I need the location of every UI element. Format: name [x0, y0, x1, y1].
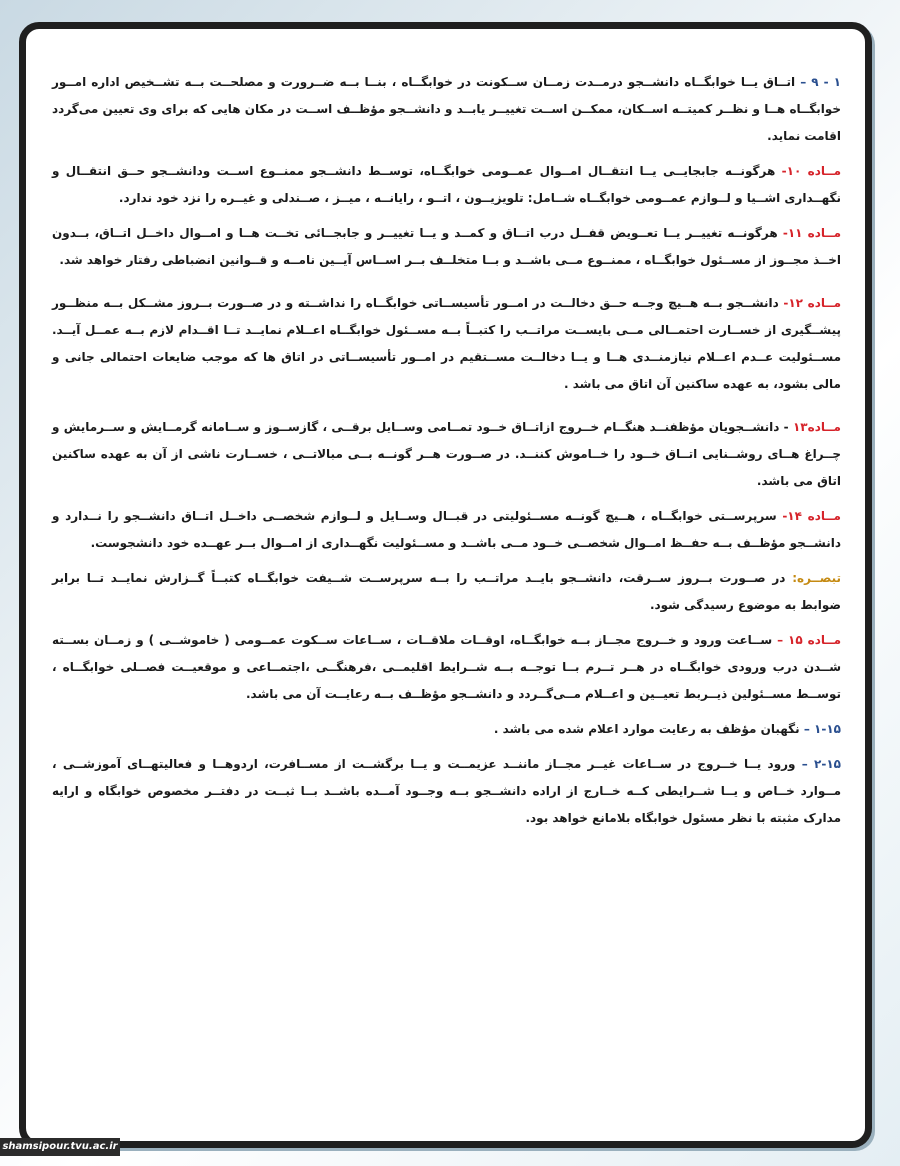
- clause-label: ۱ - ۹ –: [800, 75, 841, 89]
- article-text: دانشــجو بــه هــیچ وجــه حــق دخالــت در امــور تأسیســاتی خوابگــاه را نداشــته و در صــورت بــروز مشــکل بــه منظــور پیشــگیری از خســارت احتمــالی مــی بایســت مراتــب را کتبــاً بــه مســئول خوابگــاه اعــلام نمایــد تــا اقــدام لازم بــه عمــل آیــد. مســئولیت عــدم اعــلام نیازمنــدی هــا و یــا دخالــت مســتقیم در امــور تأسیســاتی در اتاق ها که موجب ضایعات احتمالی جانی و مالی بشود، به عهده ساکنین آن اتاق می باشد .: [52, 296, 841, 391]
- clause-label: ۱-۱۵ –: [803, 722, 841, 736]
- article-text: ســاعت ورود و خــروج مجــاز بــه خوابگــاه، اوقــات ملاقــات ، ســاعات ســکوت عمــومی ( خاموشــی ) و زمــان بســته شــدن درب ورودی خوابگــاه در هــر تــرم بــا توجــه بــه شــرایط اقلیمــی ،فرهنگــی ،اجتمــاعی و موقعیــت فصــلی خوابگــاه ، توســط مســئولین ذیــربط تعیــین و اعــلام مــی‌گــردد و دانشــجو مؤظــف بــه رعایــت آن می باشد.: [52, 633, 841, 701]
- note-text: در صــورت بــروز ســرقت، دانشــجو بایــد مراتــب را بــه سرپرســت شــیفت خوابگــاه کتبــاً گــزارش نمایــد تــا برابر ضوابط به موضوع رسیدگی شود.: [52, 571, 841, 612]
- clause-text: ورود یــا خــروج در ســاعات غیــر مجــاز ماننــد عزیمــت و یــا برگشــت از مســافرت، اردوهــا و فعالیتهــای آموزشــی ، مــوارد خــاص و یــا شــرایطی کــه خــارج از اراده دانشــجو بــه وجــود آمــده باشــد بــا ثبــت در دفتــر مخصوص خوابگاه و ارایه مدارک مثبته با نظر مسئول خوابگاه بلامانع خواهد بود.: [52, 757, 841, 825]
- clause-label: ۲-۱۵ –: [801, 757, 841, 771]
- article-label: مــاده ۱۱-: [782, 226, 842, 240]
- note-paragraph: [52, 565, 841, 619]
- article-label: مــاده۱۳: [792, 420, 841, 434]
- article-text: سرپرســتی خوابگــاه ، هــیچ گونــه مســئولیتی در قبــال وســایل و لــوازم شخصــی داخــل اتــاق دانشــجو را نــدارد و دانشــجو مؤظــف بــه حفــظ امــوال شخصــی خــود مــی باشــد و مســئولیت نگهــداری از امــوال بــر عهــده خود دانشجوست.: [52, 509, 841, 550]
- document-frame: [19, 22, 872, 1148]
- clause-text: نگهبان مؤظف به رعایت موارد اعلام شده می باشد .: [493, 722, 804, 736]
- site-watermark: shamsipour.tvu.ac.ir: [0, 1138, 120, 1156]
- article-label: مــاده ۱۵ –: [777, 633, 841, 647]
- clause-9-1: [52, 69, 841, 150]
- article-text: - دانشــجویان مؤظفنــد هنگــام خــروج ازاتــاق خــود تمــامی وســایل برقــی ، گازســوز و ســامانه گرمــایش و ســرمایش و چــراغ هــای روشــنایی اتــاق خــود را خــاموش کننــد. در صــورت هــر گونــه بــی مبالاتــی ، خســارت ناشی از آن به عهده ساکنین اتاق می باشد.: [52, 420, 841, 488]
- article-label: مــاده ۱۰-: [781, 164, 842, 178]
- article-label: مــاده ۱۲-: [783, 296, 842, 310]
- article-11: [52, 220, 841, 274]
- article-12: [52, 290, 841, 398]
- note-label: تبصــره:: [792, 571, 841, 585]
- clause-15-1: [52, 716, 841, 743]
- document-body: [52, 69, 841, 840]
- article-13: [52, 414, 841, 495]
- article-10: [52, 158, 841, 212]
- article-14: [52, 503, 841, 557]
- article-text: هرگونــه جابجایــی یــا انتقــال امــوال عمــومی خوابگــاه، توســط دانشــجو ممنــوع اســت ودانشــجو حــق انتقــال و نگهــداری اشــیا و لــوازم عمــومی خوابگــاه شــامل: تلویزیــون ، اتــو ، رایانــه ، میــز ، صــندلی و غیــره را نزد خود ندارد.: [52, 164, 841, 205]
- article-label: مــاده ۱۴-: [782, 509, 841, 523]
- article-text: هرگونــه تغییــر یــا تعــویض قفــل درب اتــاق و کمــد و یــا تغییــر و جابجــائی تخــت هــا و امــوال داخــل اتــاق، بــدون اخــذ مجــوز از مســئول خوابگــاه ، ممنــوع مــی باشــد و بــا متخلــف بــر اســاس آیــین نامــه و قــوانین انضباطی رفتار خواهد شد.: [52, 226, 841, 267]
- article-15: [52, 627, 841, 708]
- clause-15-2: [52, 751, 841, 832]
- clause-text: اتــاق یــا خوابگــاه دانشــجو درمــدت زمــان ســکونت در خوابگــاه ، بنــا بــه ضــرورت و مصلحــت بــه تشــخیص اداره امــور خوابگــاه هــا و نظــر کمیتــه اســکان، ممکــن اســت تغییــر یابــد و دانشــجو مؤظــف اســت در مکان هایی که برای وی تعیین می‌گردد اقامت نماید.: [52, 75, 841, 143]
